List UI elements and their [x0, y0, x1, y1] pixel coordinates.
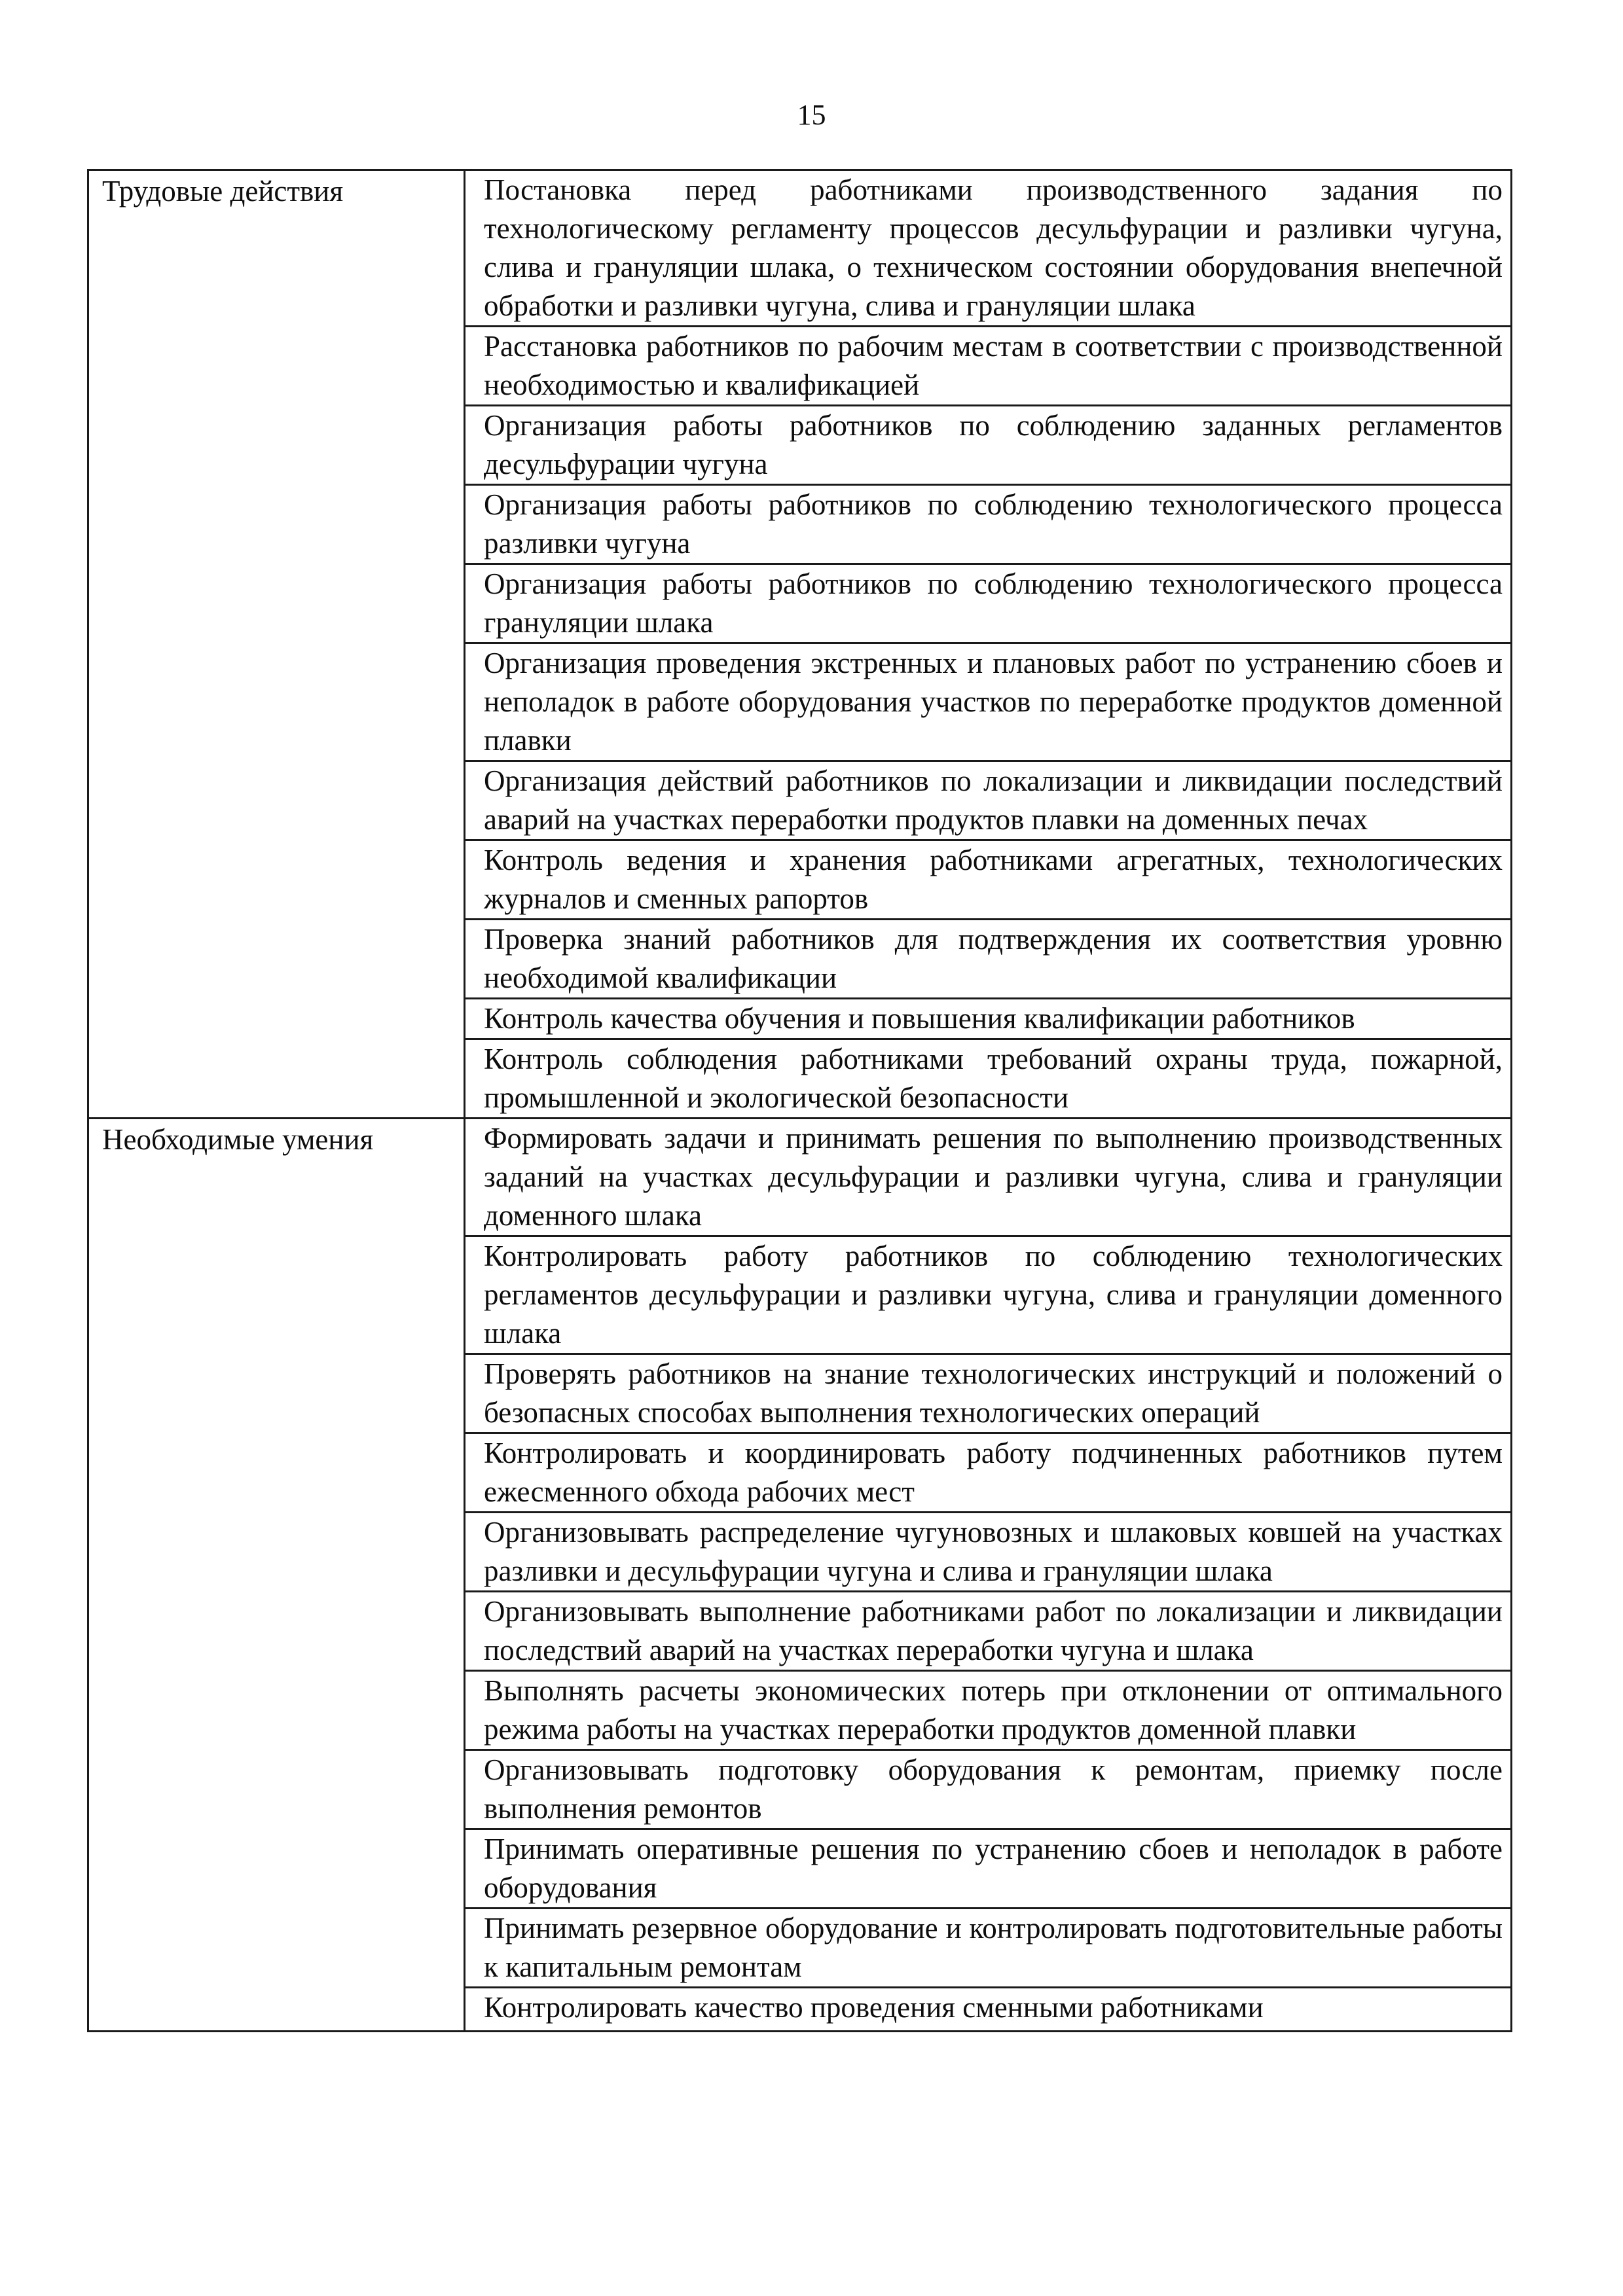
- labor-action-item: Контроль ведения и хранения работниками агрегатных, технологических журналов и сменных рапортов: [465, 840, 1512, 920]
- required-skill-item: Формировать задачи и принимать решения по выполнению производственных заданий на участках десульфурации и разливки чугуна, слива и грануляции доменного шлака: [465, 1119, 1512, 1236]
- required-skill-item: Принимать оперативные решения по устранению сбоев и неполадок в работе оборудования: [465, 1829, 1512, 1909]
- labor-action-item: Организация действий работников по локализации и ликвидации последствий аварий на участках переработки продуктов плавки на доменных печах: [465, 761, 1512, 840]
- labor-action-item: Проверка знаний работников для подтверждения их соответствия уровню необходимой квалификации: [465, 920, 1512, 999]
- required-skill-item: Контролировать и координировать работу подчиненных работников путем ежесменного обхода рабочих мест: [465, 1433, 1512, 1513]
- labor-action-item: Контроль качества обучения и повышения квалификации работников: [465, 999, 1512, 1039]
- required-skill-item: Проверять работников на знание технологических инструкций и положений о безопасных способах выполнения технологических операций: [465, 1354, 1512, 1433]
- required-skill-item: [465, 1988, 1512, 2032]
- required-skill-item: Принимать резервное оборудование и контролировать подготовительные работы к капитальным ремонтам: [465, 1909, 1512, 1988]
- labor-action-item: Постановка перед работниками производственного задания по технологическому регламенту процессов десульфурации и разливки чугуна, слива и грануляции шлака, о техническом состоянии оборудования внепечной обработки и разливки чугуна, слива и грануляции шлака: [465, 170, 1512, 327]
- labor-action-item: Организация работы работников по соблюдению технологического процесса грануляции шлака: [465, 564, 1512, 643]
- labor-action-item: Организация работы работников по соблюдению заданных регламентов десульфурации чугуна: [465, 406, 1512, 485]
- table-row: [88, 170, 1512, 327]
- section-label-labor-actions: Трудовые действия: [88, 170, 465, 1119]
- competency-table: [87, 169, 1512, 2032]
- required-skill-item: Контролировать работу работников по соблюдению технологических регламентов десульфурации и разливки чугуна, слива и грануляции доменного шлака: [465, 1236, 1512, 1354]
- section-label-required-skills: Необходимые умения: [88, 1119, 465, 2032]
- table-row: [88, 1119, 1512, 1236]
- labor-action-item: Контроль соблюдения работниками требований охраны труда, пожарной, промышленной и экологической безопасности: [465, 1039, 1512, 1119]
- labor-action-item: Организация проведения экстренных и плановых работ по устранению сбоев и неполадок в работе оборудования участков по переработке продуктов доменной плавки: [465, 643, 1512, 761]
- required-skill-item: Выполнять расчеты экономических потерь при отклонении от оптимального режима работы на участках переработки продуктов доменной плавки: [465, 1671, 1512, 1750]
- required-skill-item: Организовывать распределение чугуновозных и шлаковых ковшей на участках разливки и десульфурации чугуна и слива и грануляции шлака: [465, 1513, 1512, 1592]
- labor-action-item: Расстановка работников по рабочим местам в соответствии с производственной необходимостью и квалификацией: [465, 327, 1512, 406]
- page-number: 15: [797, 99, 826, 131]
- required-skill-item: Организовывать выполнение работниками работ по локализации и ликвидации последствий аварий на участках переработки чугуна и шлака: [465, 1592, 1512, 1671]
- labor-action-item: Организация работы работников по соблюдению технологического процесса разливки чугуна: [465, 485, 1512, 564]
- required-skill-item-text: Контролировать качество проведения сменными работниками: [484, 1991, 1264, 2024]
- required-skill-item: Организовывать подготовку оборудования к ремонтам, приемку после выполнения ремонтов: [465, 1750, 1512, 1829]
